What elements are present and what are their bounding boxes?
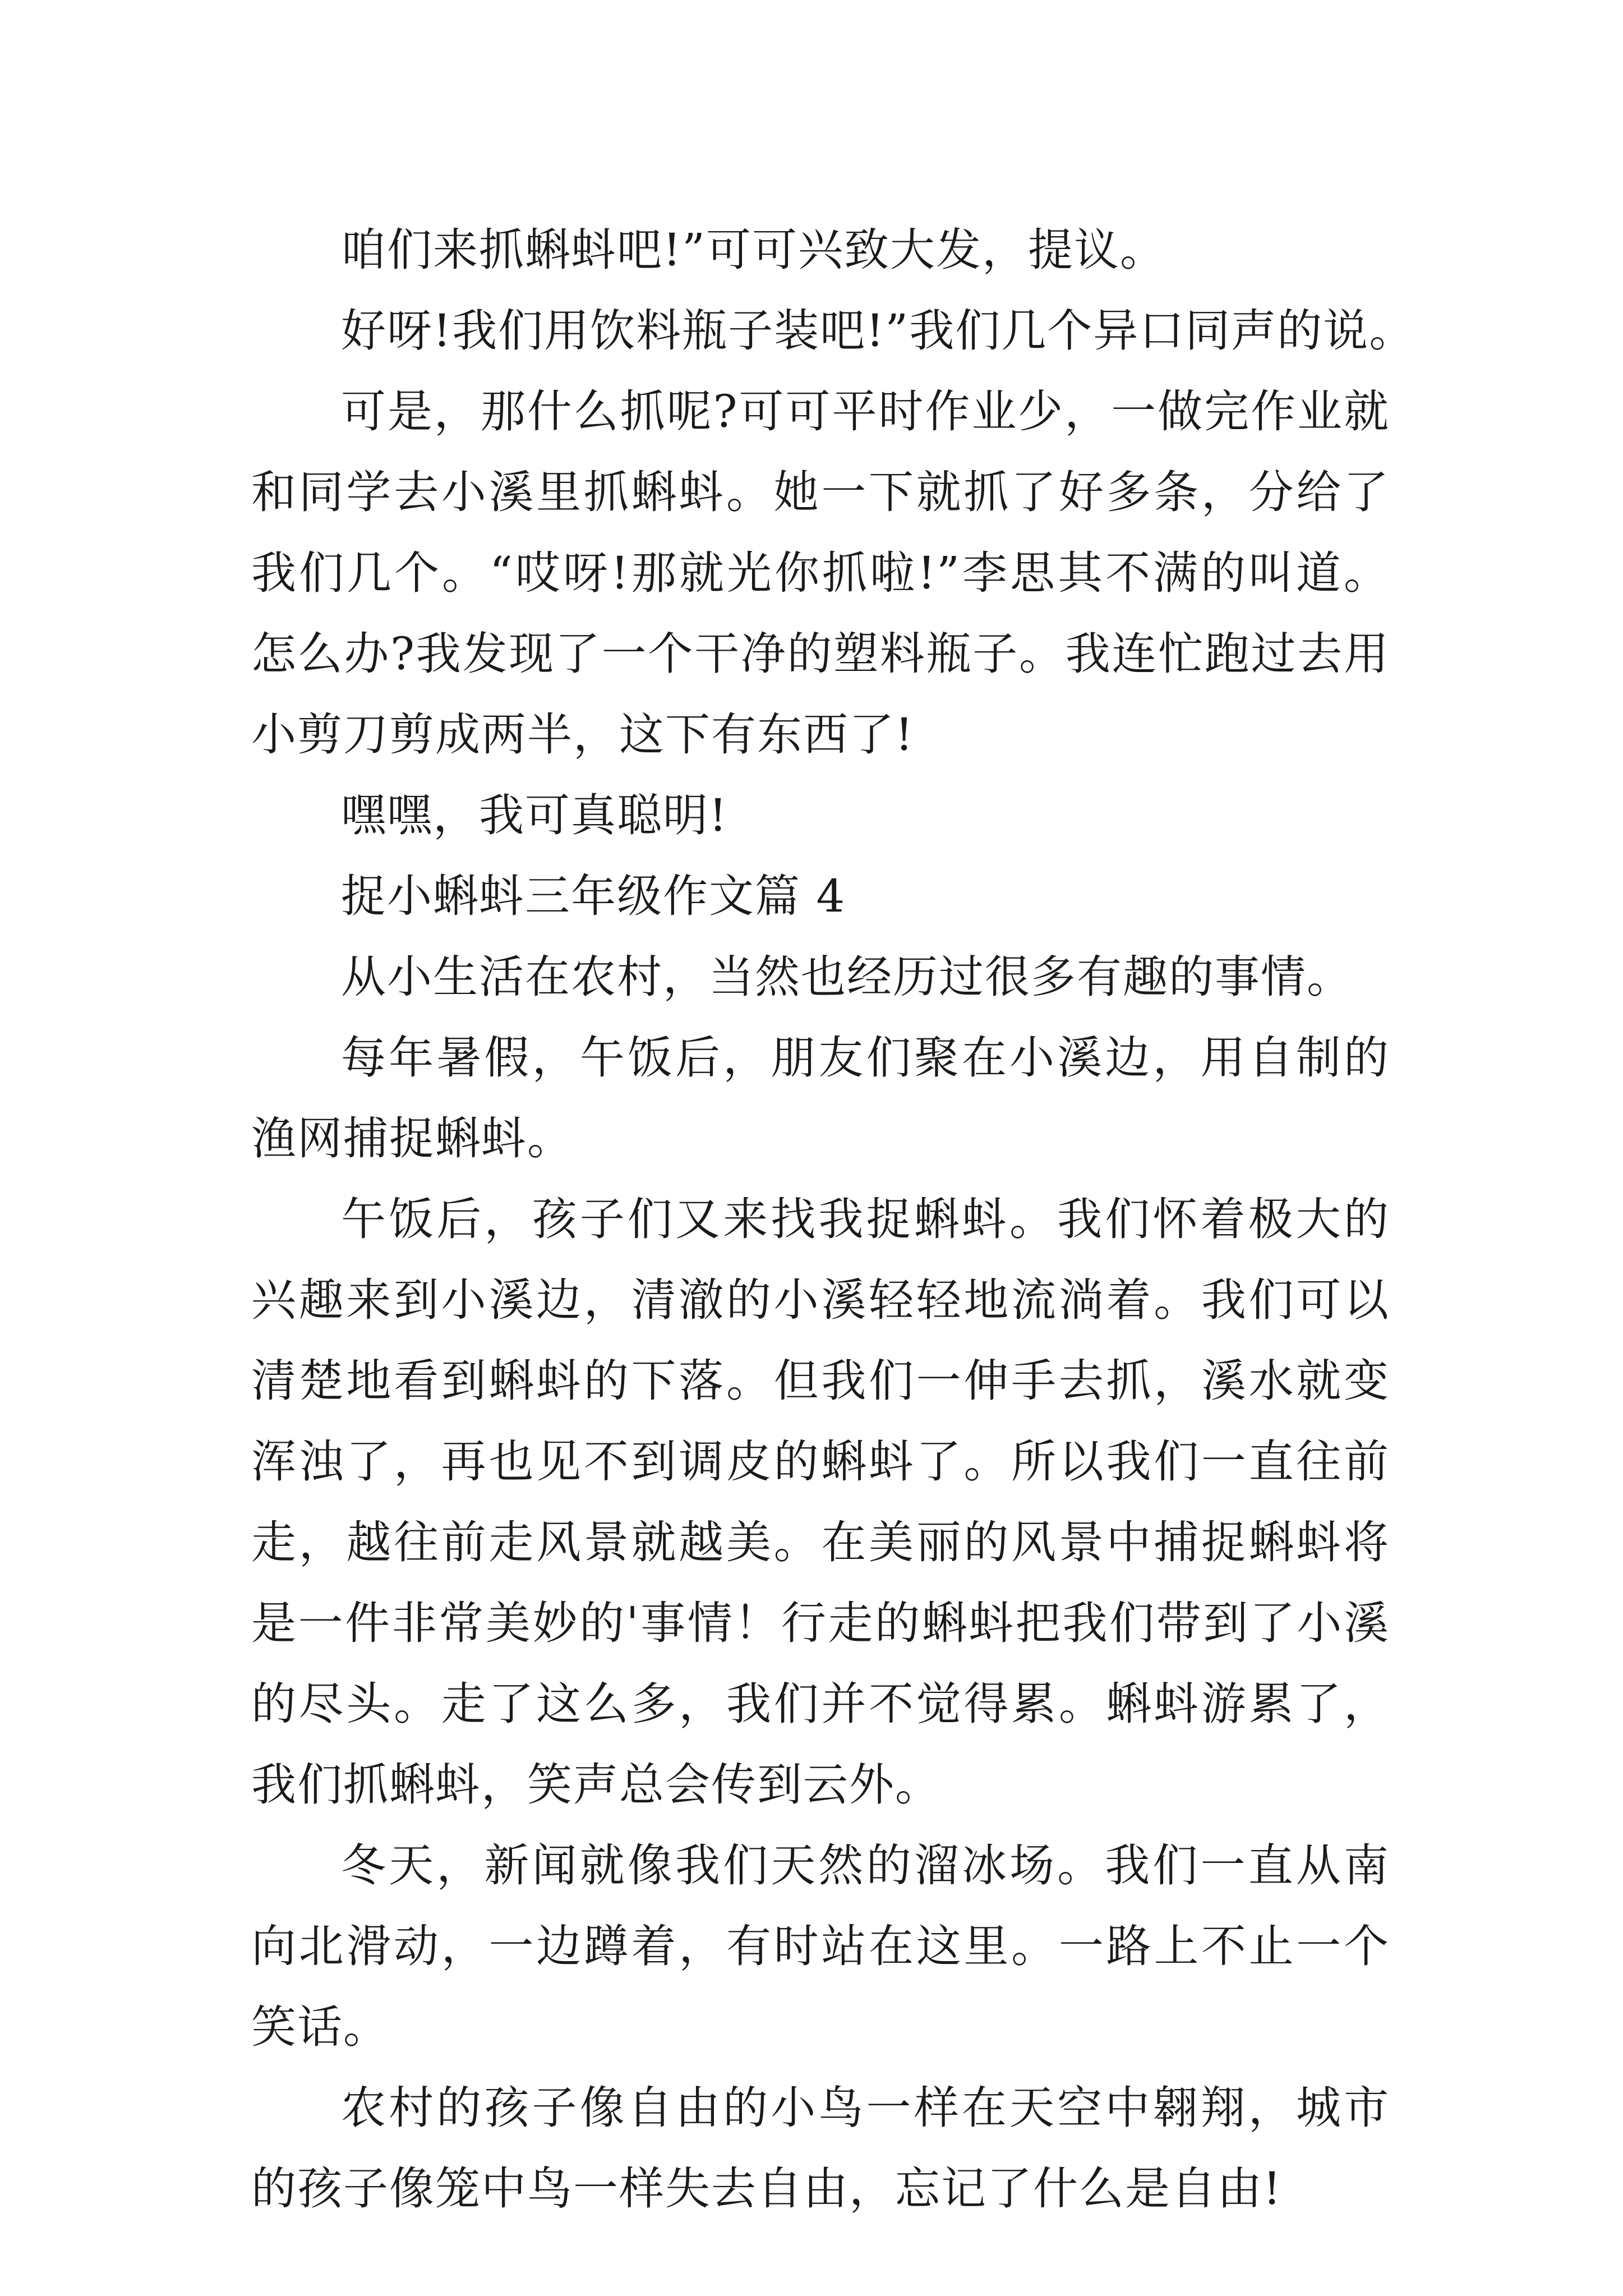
paragraph: 午饭后，孩子们又来找我捉蝌蚪。我们怀着极大的兴趣来到小溪边，清澈的小溪轻轻地流淌着。我们可以清楚地看到蝌蚪的下落。但我们一伸手去抓，溪水就变浑浊了，再也见不到调皮的蝌蚪了。所以我们一直往前走，越往前走风景就越美。在美丽的风景中捕捉蝌蚪将是一件非常美妙的'事情！行走的蝌蚪把我们带到了小溪的尽头。走了这么多，我们并不觉得累。蝌蚪游累了，我们抓蝌蚪，笑声总会传到云外。 — [251, 1193, 1390, 1811]
paragraph: 可是，那什么抓呢?可可平时作业少，一做完作业就和同学去小溪里抓蝌蚪。她一下就抓了好多条，分给了我们几个。“哎呀!那就光你抓啦!”李思其不满的叫道。怎么办?我发现了一个干净的塑料瓶子。我连忙跑过去用小剪刀剪成两半，这下有东西了! — [251, 385, 1390, 761]
paragraph: 嘿嘿，我可真聪明! — [341, 789, 728, 841]
document-body — [251, 210, 1415, 2229]
paragraph: 从小生活在农村，当然也经历过很多有趣的事情。 — [341, 951, 1353, 1003]
paragraph: 咱们来抓蝌蚪吧!”可可兴致大发，提议。 — [341, 224, 1166, 276]
paragraph: 农村的孩子像自由的小鸟一样在天空中翱翔，城市的孩子像笼中鸟一样失去自由，忘记了什么是自由! — [251, 2082, 1390, 2215]
paragraph: 每年暑假，午饭后，朋友们聚在小溪边，用自制的渔网捕捉蝌蚪。 — [251, 1032, 1390, 1165]
paragraph: 冬天，新闻就像我们天然的溜冰场。我们一直从南向北滑动，一边蹲着，有时站在这里。一路上不止一个笑话。 — [251, 1839, 1390, 2053]
section-heading: 捉小蝌蚪三年级作文篇 4 — [341, 870, 846, 922]
paragraph: 好呀!我们用饮料瓶子装吧!”我们几个异口同声的说。 — [341, 305, 1415, 357]
